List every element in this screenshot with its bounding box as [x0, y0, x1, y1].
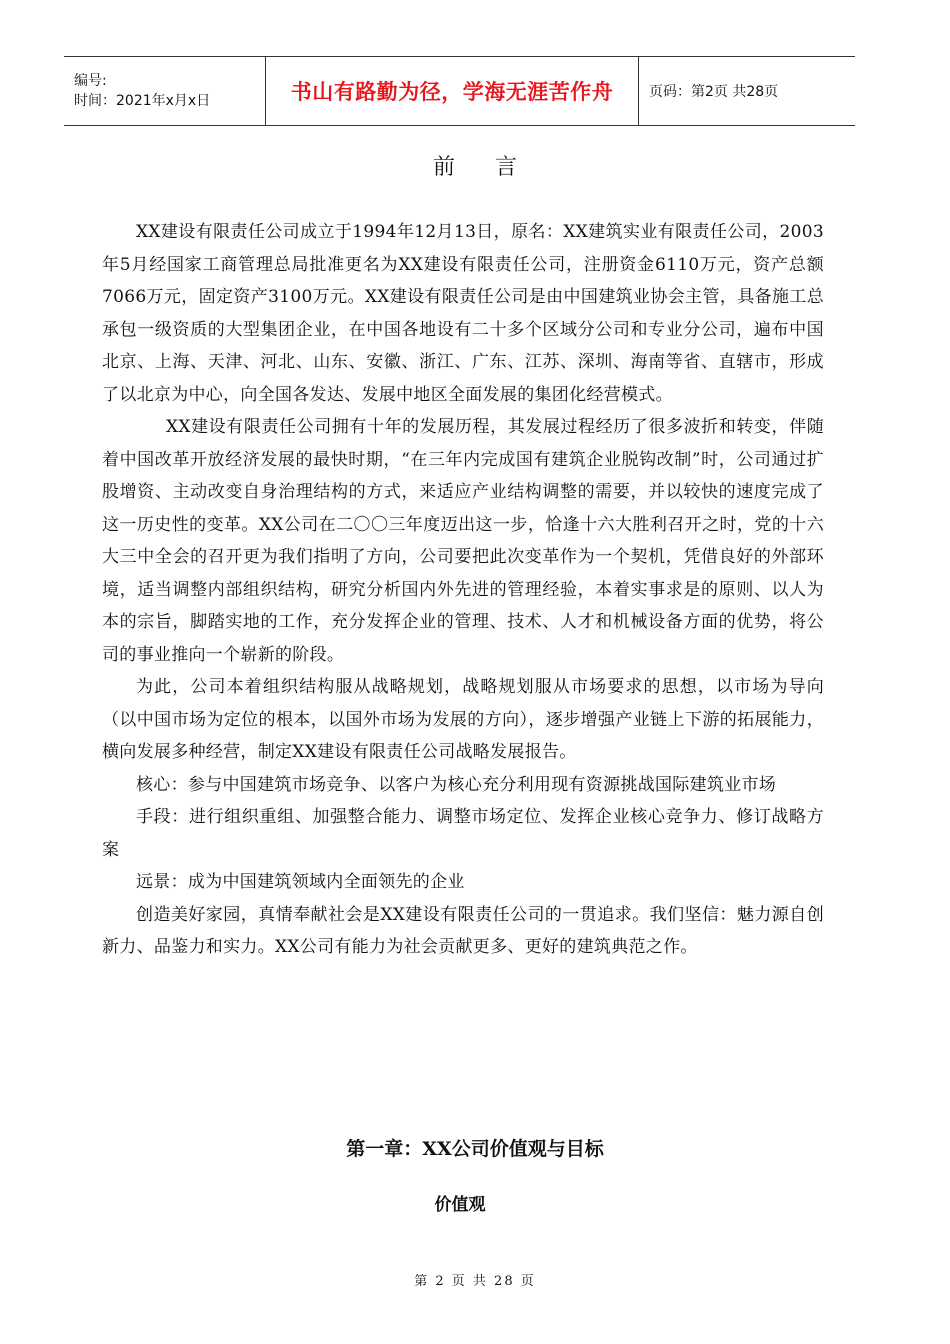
- paragraph: 手段：进行组织重组、加强整合能力、调整市场定位、发挥企业核心竞争力、修订战略方案: [102, 807, 824, 860]
- paragraph: 为此，公司本着组织结构服从战略规划，战略规划服从市场要求的思想，以市场为导向（以中国市场为定位的根本，以国外市场为发展的方向），逐步增强产业链上下游的拓展能力，横向发展多种经营，制定XX建设有限责任公司战略发展报告。: [102, 677, 824, 762]
- section-title: 价值观: [434, 1195, 486, 1215]
- paragraph: XX建设有限责任公司成立于1994年12月13日，原名：XX建筑实业有限责任公司，2003年5月经国家工商管理总局批准更名为XX建设有限责任公司，注册资金6110万元，资产总额7066万元，固定资产3100万元。XX建设有限责任公司是由中国建筑业协会主管，具备施工总承包一级资质的大型集团企业，在中国各地设有二十多个区域分公司和专业分公司，遍布中国北京、上海、天津、河北、山东、安徽、浙江、广东、江苏、深圳、海南等省、直辖市，形成了以北京为中心，向全国各发达、发展中地区全面发展的集团化经营模式。: [102, 222, 824, 405]
- preface-title: 前言: [432, 155, 557, 180]
- paragraph: 远景：成为中国建筑领域内全面领先的企业: [136, 872, 465, 892]
- number-label: 编号:: [74, 73, 107, 89]
- paragraph: 核心：参与中国建筑市场竞争、以客户为核心充分利用现有资源挑战国际建筑业市场: [136, 774, 777, 795]
- preface-body: [102, 216, 824, 964]
- paragraph: 创造美好家园，真情奉献社会是XX建设有限责任公司的一贯追求。我们坚信：魅力源自创新力、品鉴力和实力。XX公司有能力为社会贡献更多、更好的建筑典范之作。: [102, 904, 824, 957]
- paragraph: XX建设有限责任公司拥有十年的发展历程，其发展过程经历了很多波折和转变，伴随着中国改革开放经济发展的最快时期，“在三年内完成国有建筑企业脱钩改制”时，公司通过扩股增资、主动改变自身治理结构的方式，来适应产业结构调整的需要，并以较快的速度完成了这一历史性的变革。XX公司在二〇〇三年度迈出这一步，恰逢十六大胜利召开之时，党的十六大三中全会的召开更为我们指明了方向，公司要把此次变革作为一个契机，凭借良好的外部环境，适当调整内部组织结构，研究分析国内外先进的管理经验，本着实事求是的原则、以人为本的宗旨，脚踏实地的工作，充分发挥企业的管理、技术、人才和机械设备方面的优势，将公司的事业推向一个崭新的阶段。: [102, 417, 824, 665]
- time-label: 时间：2021年x月x日: [74, 93, 211, 109]
- header-meta: [64, 57, 266, 125]
- chapter-title: 第一章：XX公司价值观与目标: [346, 1138, 604, 1160]
- header-page-label: 页码：第2页 共28页: [649, 84, 779, 100]
- page-footer: 第 2 页 共 28 页: [414, 1274, 536, 1289]
- page-header: [64, 56, 855, 126]
- header-motto: 书山有路勤为径，学海无涯苦作舟: [266, 57, 639, 125]
